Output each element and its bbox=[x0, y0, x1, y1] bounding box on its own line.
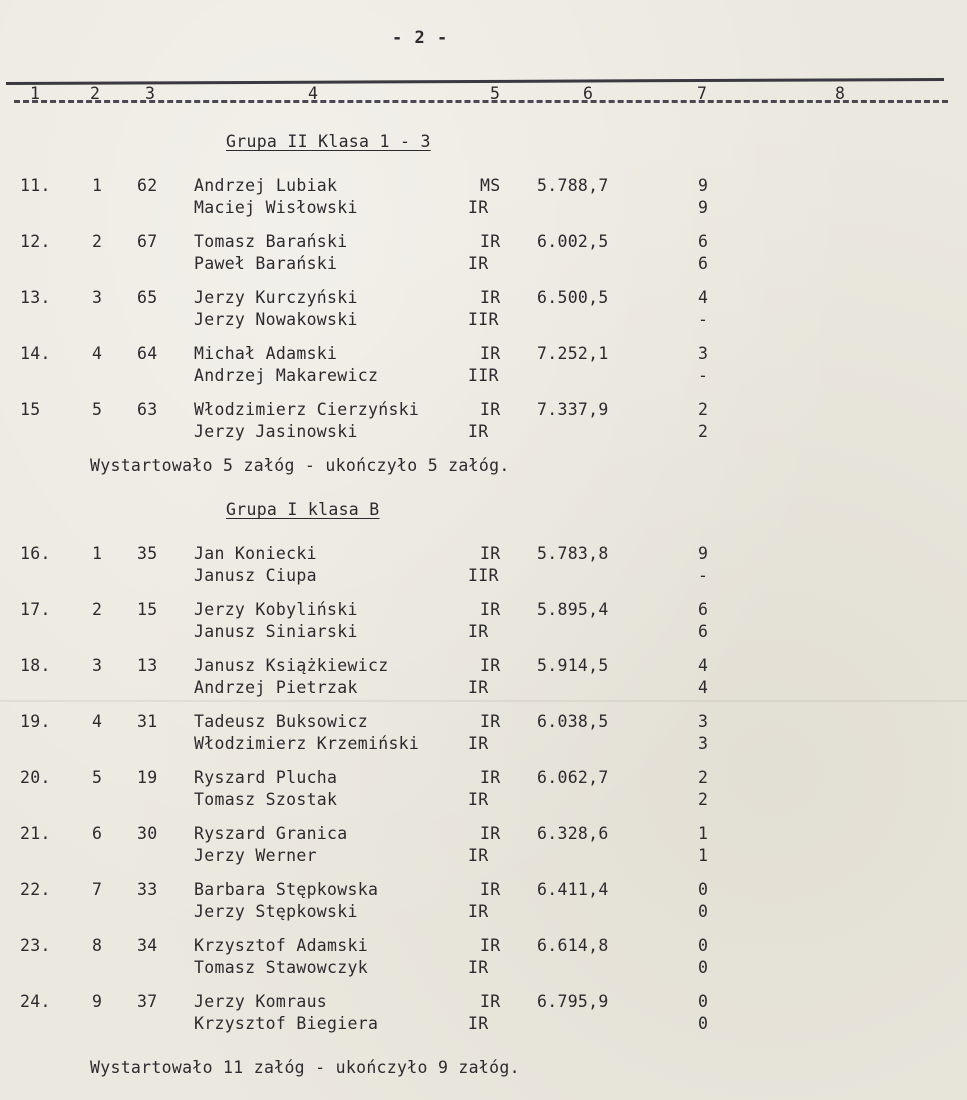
result-time-cell: 6.328,6 bbox=[537, 824, 609, 843]
result-time-cell: 6.411,4 bbox=[537, 880, 609, 899]
points-cell: 3 bbox=[698, 712, 709, 731]
start-number-cell: 13 bbox=[137, 656, 158, 675]
points-cell: 6 bbox=[698, 232, 709, 251]
co-driver-name-cell: Tomasz Stawowczyk bbox=[194, 958, 368, 977]
result-time-cell: 6.062,7 bbox=[537, 768, 609, 787]
start-number-cell: 67 bbox=[137, 232, 158, 251]
start-number-cell: 15 bbox=[137, 600, 158, 619]
co-driver-name-cell: Jerzy Werner bbox=[194, 846, 317, 865]
driver-name-cell: Jerzy Komraus bbox=[194, 992, 328, 1011]
driver-license-cell: IR bbox=[480, 400, 501, 419]
paper-fold bbox=[0, 700, 967, 702]
position-cell: 11. bbox=[20, 176, 51, 195]
points-cell: 4 bbox=[698, 656, 709, 675]
co-driver-name-cell: Andrzej Pietrzak bbox=[194, 678, 358, 697]
result-time-cell: 6.038,5 bbox=[537, 712, 609, 731]
driver-license-cell: IR bbox=[480, 544, 501, 563]
driver-license-cell: IR bbox=[480, 824, 501, 843]
result-time-cell: 5.783,8 bbox=[537, 544, 609, 563]
page-number: - 2 - bbox=[392, 28, 449, 48]
position-cell: 12. bbox=[20, 232, 51, 251]
co-driver-license-cell: IIR bbox=[468, 310, 499, 329]
co-driver-license-cell: IR bbox=[468, 958, 489, 977]
column-number: 1 bbox=[30, 84, 41, 103]
column-number: 8 bbox=[835, 84, 846, 103]
column-number: 4 bbox=[308, 84, 319, 103]
co-driver-points-cell: - bbox=[698, 310, 709, 329]
class-rank-cell: 3 bbox=[92, 656, 103, 675]
position-cell: 19. bbox=[20, 712, 51, 731]
driver-license-cell: IR bbox=[480, 768, 501, 787]
co-driver-name-cell: Krzysztof Biegiera bbox=[194, 1014, 379, 1033]
co-driver-name-cell: Jerzy Nowakowski bbox=[194, 310, 358, 329]
co-driver-points-cell: - bbox=[698, 366, 709, 385]
position-cell: 13. bbox=[20, 288, 51, 307]
driver-name-cell: Krzysztof Adamski bbox=[194, 936, 368, 955]
position-cell: 20. bbox=[20, 768, 51, 787]
driver-name-cell: Tomasz Barański bbox=[194, 232, 348, 251]
points-cell: 4 bbox=[698, 288, 709, 307]
driver-license-cell: IR bbox=[480, 600, 501, 619]
driver-name-cell: Janusz Książkiewicz bbox=[194, 656, 389, 675]
class-rank-cell: 2 bbox=[92, 600, 103, 619]
driver-license-cell: IR bbox=[480, 232, 501, 251]
co-driver-points-cell: 0 bbox=[698, 902, 709, 921]
driver-license-cell: IR bbox=[480, 936, 501, 955]
driver-name-cell: Jan Koniecki bbox=[194, 544, 317, 563]
co-driver-name-cell: Jerzy Jasinowski bbox=[194, 422, 358, 441]
driver-name-cell: Michał Adamski bbox=[194, 344, 338, 363]
class-rank-cell: 4 bbox=[92, 712, 103, 731]
column-number: 6 bbox=[583, 84, 594, 103]
driver-name-cell: Jerzy Kobyliński bbox=[194, 600, 358, 619]
class-rank-cell: 8 bbox=[92, 936, 103, 955]
driver-license-cell: IR bbox=[480, 992, 501, 1011]
co-driver-license-cell: IR bbox=[468, 678, 489, 697]
co-driver-name-cell: Paweł Barański bbox=[194, 254, 338, 273]
class-rank-cell: 9 bbox=[92, 992, 103, 1011]
co-driver-license-cell: IIR bbox=[468, 366, 499, 385]
header-rule-bottom bbox=[14, 100, 948, 103]
driver-name-cell: Włodzimierz Cierzyński bbox=[194, 400, 420, 419]
co-driver-points-cell: 3 bbox=[698, 734, 709, 753]
start-number-cell: 63 bbox=[137, 400, 158, 419]
co-driver-points-cell: 6 bbox=[698, 622, 709, 641]
driver-license-cell: MS bbox=[480, 176, 501, 195]
driver-name-cell: Tadeusz Buksowicz bbox=[194, 712, 368, 731]
start-number-cell: 30 bbox=[137, 824, 158, 843]
class-rank-cell: 7 bbox=[92, 880, 103, 899]
co-driver-license-cell: IR bbox=[468, 198, 489, 217]
class-rank-cell: 2 bbox=[92, 232, 103, 251]
driver-license-cell: IR bbox=[480, 288, 501, 307]
driver-license-cell: IR bbox=[480, 712, 501, 731]
driver-name-cell: Andrzej Lubiak bbox=[194, 176, 338, 195]
group-heading: Grupa I klasa B bbox=[226, 500, 380, 519]
position-cell: 15 bbox=[20, 400, 41, 419]
co-driver-points-cell: 2 bbox=[698, 422, 709, 441]
points-cell: 1 bbox=[698, 824, 709, 843]
group-summary: Wystartowało 11 załóg - ukończyło 9 załóg. bbox=[90, 1058, 520, 1077]
start-number-cell: 62 bbox=[137, 176, 158, 195]
class-rank-cell: 1 bbox=[92, 176, 103, 195]
position-cell: 16. bbox=[20, 544, 51, 563]
co-driver-points-cell: 6 bbox=[698, 254, 709, 273]
position-cell: 17. bbox=[20, 600, 51, 619]
co-driver-license-cell: IR bbox=[468, 734, 489, 753]
class-rank-cell: 3 bbox=[92, 288, 103, 307]
column-number: 2 bbox=[90, 84, 101, 103]
co-driver-name-cell: Jerzy Stępkowski bbox=[194, 902, 358, 921]
co-driver-name-cell: Andrzej Makarewicz bbox=[194, 366, 379, 385]
group-summary: Wystartowało 5 załóg - ukończyło 5 załóg. bbox=[90, 456, 510, 475]
result-time-cell: 6.795,9 bbox=[537, 992, 609, 1011]
co-driver-name-cell: Janusz Siniarski bbox=[194, 622, 358, 641]
co-driver-license-cell: IR bbox=[468, 1014, 489, 1033]
column-number: 7 bbox=[697, 84, 708, 103]
points-cell: 0 bbox=[698, 992, 709, 1011]
position-cell: 22. bbox=[20, 880, 51, 899]
co-driver-name-cell: Janusz Ciupa bbox=[194, 566, 317, 585]
co-driver-name-cell: Tomasz Szostak bbox=[194, 790, 338, 809]
column-number: 5 bbox=[490, 84, 501, 103]
co-driver-points-cell: 9 bbox=[698, 198, 709, 217]
driver-name-cell: Jerzy Kurczyński bbox=[194, 288, 358, 307]
co-driver-points-cell: - bbox=[698, 566, 709, 585]
co-driver-points-cell: 0 bbox=[698, 958, 709, 977]
start-number-cell: 37 bbox=[137, 992, 158, 1011]
co-driver-license-cell: IR bbox=[468, 902, 489, 921]
start-number-cell: 31 bbox=[137, 712, 158, 731]
points-cell: 2 bbox=[698, 400, 709, 419]
start-number-cell: 33 bbox=[137, 880, 158, 899]
points-cell: 6 bbox=[698, 600, 709, 619]
driver-name-cell: Ryszard Plucha bbox=[194, 768, 338, 787]
points-cell: 0 bbox=[698, 936, 709, 955]
start-number-cell: 64 bbox=[137, 344, 158, 363]
result-time-cell: 6.614,8 bbox=[537, 936, 609, 955]
driver-name-cell: Barbara Stępkowska bbox=[194, 880, 379, 899]
start-number-cell: 35 bbox=[137, 544, 158, 563]
result-time-cell: 5.788,7 bbox=[537, 176, 609, 195]
co-driver-name-cell: Włodzimierz Krzemiński bbox=[194, 734, 420, 753]
start-number-cell: 34 bbox=[137, 936, 158, 955]
co-driver-license-cell: IR bbox=[468, 846, 489, 865]
position-cell: 14. bbox=[20, 344, 51, 363]
points-cell: 0 bbox=[698, 880, 709, 899]
co-driver-points-cell: 2 bbox=[698, 790, 709, 809]
class-rank-cell: 4 bbox=[92, 344, 103, 363]
result-time-cell: 5.895,4 bbox=[537, 600, 609, 619]
co-driver-points-cell: 1 bbox=[698, 846, 709, 865]
group-heading: Grupa II Klasa 1 - 3 bbox=[226, 132, 431, 151]
co-driver-license-cell: IR bbox=[468, 422, 489, 441]
points-cell: 9 bbox=[698, 544, 709, 563]
class-rank-cell: 1 bbox=[92, 544, 103, 563]
driver-license-cell: IR bbox=[480, 656, 501, 675]
position-cell: 21. bbox=[20, 824, 51, 843]
result-time-cell: 7.337,9 bbox=[537, 400, 609, 419]
result-time-cell: 6.500,5 bbox=[537, 288, 609, 307]
co-driver-license-cell: IR bbox=[468, 254, 489, 273]
position-cell: 23. bbox=[20, 936, 51, 955]
class-rank-cell: 6 bbox=[92, 824, 103, 843]
result-time-cell: 6.002,5 bbox=[537, 232, 609, 251]
result-time-cell: 7.252,1 bbox=[537, 344, 609, 363]
position-cell: 18. bbox=[20, 656, 51, 675]
start-number-cell: 65 bbox=[137, 288, 158, 307]
co-driver-name-cell: Maciej Wisłowski bbox=[194, 198, 358, 217]
points-cell: 3 bbox=[698, 344, 709, 363]
column-number: 3 bbox=[145, 84, 156, 103]
driver-license-cell: IR bbox=[480, 880, 501, 899]
co-driver-points-cell: 4 bbox=[698, 678, 709, 697]
points-cell: 9 bbox=[698, 176, 709, 195]
co-driver-license-cell: IR bbox=[468, 790, 489, 809]
points-cell: 2 bbox=[698, 768, 709, 787]
driver-name-cell: Ryszard Granica bbox=[194, 824, 348, 843]
driver-license-cell: IR bbox=[480, 344, 501, 363]
co-driver-license-cell: IIR bbox=[468, 566, 499, 585]
class-rank-cell: 5 bbox=[92, 400, 103, 419]
co-driver-license-cell: IR bbox=[468, 622, 489, 641]
co-driver-points-cell: 0 bbox=[698, 1014, 709, 1033]
position-cell: 24. bbox=[20, 992, 51, 1011]
result-time-cell: 5.914,5 bbox=[537, 656, 609, 675]
start-number-cell: 19 bbox=[137, 768, 158, 787]
class-rank-cell: 5 bbox=[92, 768, 103, 787]
